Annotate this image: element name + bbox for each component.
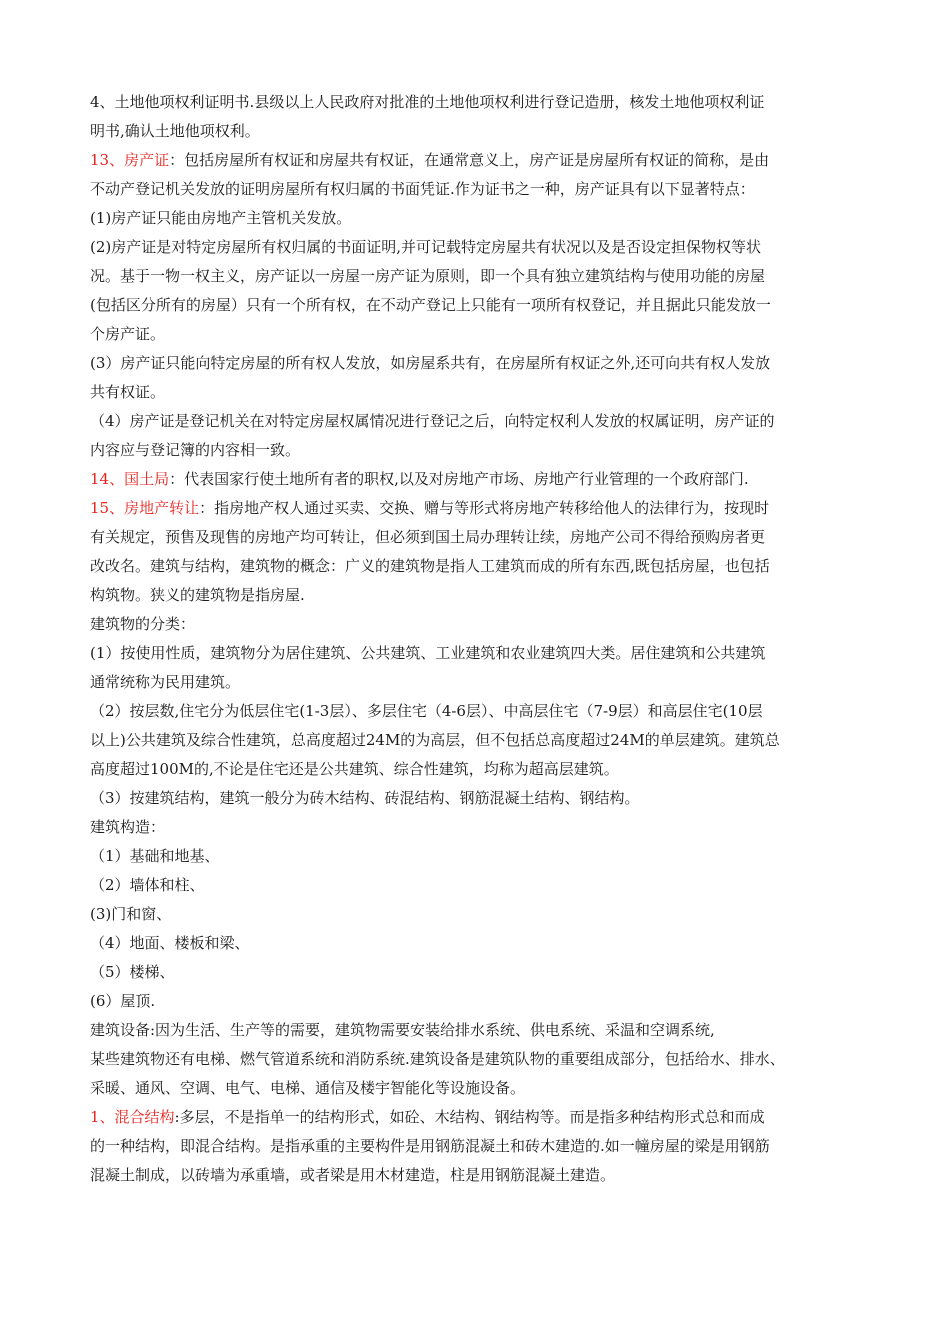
- term-label-mixed-structure: 1、混合结构: [90, 1108, 175, 1126]
- line-text: （1）基础和地基、: [90, 847, 220, 865]
- line-text: 不动产登记机关发放的证明房屋所有权归属的书面凭证.作为证书之一种，房产证具有以下显著特点：: [90, 180, 755, 198]
- line-text: 构筑物。狭义的建筑物是指房屋.: [90, 586, 305, 604]
- text-line-33: [90, 1016, 870, 1045]
- text-line-37: [90, 1132, 870, 1161]
- line-text: 某些建筑物还有电梯、燃气管道系统和消防系统.建筑设备是建筑队物的重要组成部分，包括给水、排水、: [90, 1050, 785, 1068]
- line-text: 通常统称为民用建筑。: [90, 673, 241, 691]
- line-text: 采暖、通风、空调、电气、电梯、通信及楼宇智能化等设施设备。: [90, 1079, 526, 1097]
- text-line-25: [90, 784, 870, 813]
- line-text: （5）楼梯、: [90, 963, 175, 981]
- line-text: ：包括房屋所有权证和房屋共有权证，在通常意义上，房产证是房屋所有权证的简称，是由: [169, 151, 770, 169]
- line-text: 建筑物的分类：: [90, 615, 196, 633]
- text-line-19: [90, 610, 870, 639]
- term-label-property-transfer: 15、房地产转让: [90, 499, 200, 517]
- line-text: 高度超过100M的,不论是住宅还是公共建筑、综合性建筑，均称为超高层建筑。: [90, 760, 619, 778]
- line-text: ：代表国家行使土地所有者的职权,以及对房地产市场、房地产行业管理的一个政府部门.: [169, 470, 749, 488]
- line-text: （4）房产证是登记机关在对特定房屋权属情况进行登记之后，向特定权利人发放的权属证明，房产证的: [90, 412, 775, 430]
- line-text: (3）房产证只能向特定房屋的所有权人发放，如房屋系共有，在房屋所有权证之外,还可向共有权人发放: [90, 354, 771, 372]
- line-text: 混凝土制成，以砖墙为承重墙，或者梁是用木材建造，柱是用钢筋混凝土建造。: [90, 1166, 616, 1184]
- line-text: （2）墙体和柱、: [90, 876, 205, 894]
- line-text: (1)房产证只能由房地产主管机关发放。: [90, 209, 352, 227]
- line-text: (6）屋顶.: [90, 992, 156, 1010]
- text-line-27: [90, 842, 870, 871]
- line-text: 以上)公共建筑及综合性建筑，总高度超过24M的为高层，但不包括总高度超过24M的单层建筑。建筑总: [90, 731, 780, 749]
- line-text: (2)房产证是对特定房屋所有权归属的书面证明,并可记载特定房屋共有状况以及是否设定担保物权等状: [90, 238, 762, 256]
- line-text: 况。基于一物一权主义，房产证以一房屋一房产证为原则，即一个具有独立建筑结构与使用功能的房屋: [90, 267, 766, 285]
- line-text: 内容应与登记簿的内容相一致。: [90, 441, 301, 459]
- line-text: (包括区分所有的房屋）只有一个所有权，在不动产登记上只能有一项所有权登记，并且据此只能发放一: [90, 296, 771, 314]
- line-text: 的一种结构，即混合结构。是指承重的主要构件是用钢筋混凝土和砖木建造的.如一幢房屋的梁是用钢筋: [90, 1137, 770, 1155]
- text-line-2: [90, 117, 870, 146]
- text-line-23: [90, 726, 870, 755]
- text-line-15: [90, 494, 870, 523]
- line-text: 建筑设备:因为生活、生产等的需要，建筑物需要安装给排水系统、供电系统、采温和空调系统,: [90, 1021, 715, 1039]
- line-text: （2）按层数,住宅分为低层住宅(1-3层）、多层住宅（4-6层）、中高层住宅（7-9层）和高层住宅(10层: [90, 702, 763, 720]
- document-body: [90, 88, 870, 1190]
- text-line-1: [90, 88, 870, 117]
- text-line-38: [90, 1161, 870, 1190]
- text-line-7: [90, 262, 870, 291]
- line-text: （3）按建筑结构，建筑一般分为砖木结构、砖混结构、钢筋混凝土结构、钢结构。: [90, 789, 640, 807]
- text-line-30: [90, 929, 870, 958]
- text-line-20: [90, 639, 870, 668]
- line-text: 共有权证。: [90, 383, 166, 401]
- text-line-18: [90, 581, 870, 610]
- text-line-14: [90, 465, 870, 494]
- text-line-26: [90, 813, 870, 842]
- line-text: ：指房地产权人通过买卖、交换、赠与等形式将房地产转移给他人的法律行为，按现时: [199, 499, 770, 517]
- text-line-3: [90, 146, 870, 175]
- text-line-12: [90, 407, 870, 436]
- text-line-24: [90, 755, 870, 784]
- text-line-8: [90, 291, 870, 320]
- term-label-land-bureau: 14、国土局: [90, 470, 170, 488]
- text-line-17: [90, 552, 870, 581]
- text-line-9: [90, 320, 870, 349]
- text-line-31: [90, 958, 870, 987]
- line-text: :多层，不是指单一的结构形式，如砼、木结构、钢结构等。而是指多种结构形式总和而成: [174, 1108, 765, 1126]
- text-line-35: [90, 1074, 870, 1103]
- line-text: (3)门和窗、: [90, 905, 172, 923]
- text-line-16: [90, 523, 870, 552]
- line-text: 建筑构造：: [90, 818, 166, 836]
- line-text: 个房产证。: [90, 325, 166, 343]
- text-line-22: [90, 697, 870, 726]
- term-label-house-certificate: 13、房产证: [90, 151, 170, 169]
- text-line-32: [90, 987, 870, 1016]
- text-line-13: [90, 436, 870, 465]
- text-line-28: [90, 871, 870, 900]
- line-text: 改改名。建筑与结构，建筑物的概念：广义的建筑物是指人工建筑而成的所有东西,既包括房屋，也包括: [90, 557, 770, 575]
- line-text: (1）按使用性质，建筑物分为居住建筑、公共建筑、工业建筑和农业建筑四大类。居住建筑和公共建筑: [90, 644, 766, 662]
- text-line-4: [90, 175, 870, 204]
- line-text: 有关规定，预售及现售的房地产均可转让，但必须到国土局办理转让续，房地产公司不得给预购房者更: [90, 528, 766, 546]
- line-text: 4、土地他项权利证明书.县级以上人民政府对批准的土地他项权利进行登记造册，核发土地他项权利证: [90, 93, 765, 111]
- text-line-36: [90, 1103, 870, 1132]
- text-line-11: [90, 378, 870, 407]
- text-line-29: [90, 900, 870, 929]
- text-line-5: [90, 204, 870, 233]
- line-text: （4）地面、楼板和梁、: [90, 934, 250, 952]
- text-line-34: [90, 1045, 870, 1074]
- text-line-21: [90, 668, 870, 697]
- text-line-6: [90, 233, 870, 262]
- line-text: 明书,确认土地他项权利。: [90, 122, 260, 140]
- text-line-10: [90, 349, 870, 378]
